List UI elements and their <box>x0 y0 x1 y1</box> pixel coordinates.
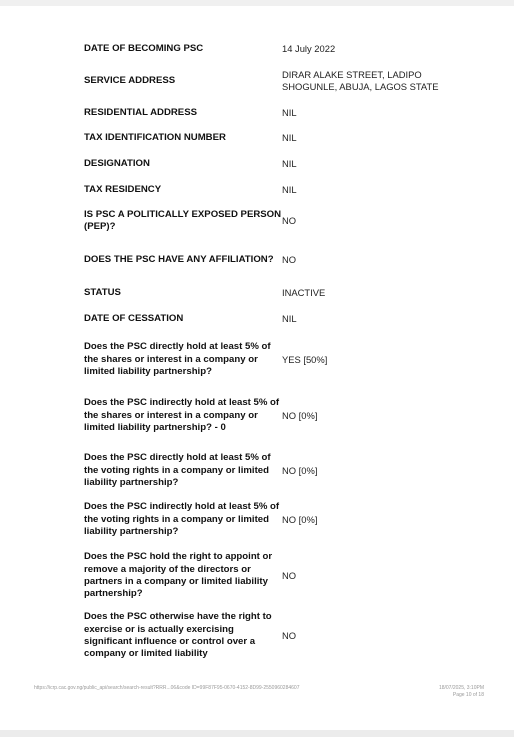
detail-row <box>84 152 484 176</box>
detail-label: TAX IDENTIFICATION NUMBER <box>84 131 226 143</box>
footer-datetime: 18/07/2025, 3:10PM <box>438 685 484 691</box>
detail-value: NIL <box>282 184 297 195</box>
top-band <box>0 0 514 6</box>
detail-label: IS PSC A POLITICALLY EXPOSED PERSON (PEP)? <box>84 208 282 232</box>
detail-label: Does the PSC indirectly hold at least 5% of the voting rights in a company or limited liability partnership? <box>84 501 280 538</box>
detail-label: DATE OF BECOMING PSC <box>84 42 204 54</box>
footer-meta <box>439 685 484 698</box>
detail-label: DESIGNATION <box>84 157 150 169</box>
detail-row <box>84 60 484 102</box>
detail-value: YES [50%] <box>282 354 328 365</box>
detail-row <box>84 238 484 282</box>
detail-row <box>84 386 484 446</box>
detail-value: NO <box>282 630 297 641</box>
detail-label: DATE OF CESSATION <box>84 312 184 324</box>
detail-row <box>84 176 484 204</box>
detail-label: TAX RESIDENCY <box>84 183 162 195</box>
detail-label: Does the PSC directly hold at least 5% of the shares or interest in a company or limited liability partnership? <box>84 341 271 378</box>
detail-value: NO [0%] <box>282 465 318 476</box>
detail-label: Does the PSC hold the right to appoint or remove a majority of the directors or partners in a company or limited liability partnership? <box>84 551 273 600</box>
detail-label: Does the PSC otherwise have the right to exercise or is actually exercising significant influence or control over a company or limited liability <box>84 611 272 660</box>
detail-value: NO <box>282 215 297 226</box>
detail-value: 14 July 2022 <box>282 43 336 54</box>
detail-row <box>84 124 484 152</box>
detail-row <box>84 102 484 124</box>
detail-row <box>84 544 484 608</box>
detail-value: NO <box>282 570 297 581</box>
detail-label: Does the PSC indirectly hold at least 5% of the shares or interest in a company or limited liability partnership? - 0 <box>84 397 280 434</box>
detail-label: STATUS <box>84 286 121 298</box>
detail-label: Does the PSC directly hold at least 5% of the voting rights in a company or limited liability partnership? <box>84 452 271 489</box>
detail-row <box>84 304 484 334</box>
detail-value: NIL <box>282 132 297 143</box>
detail-row <box>84 496 484 544</box>
detail-value: NO [0%] <box>282 514 318 525</box>
detail-value: NO <box>282 254 297 265</box>
detail-row <box>84 282 484 304</box>
psc-details-list <box>84 38 484 664</box>
detail-value: NO [0%] <box>282 410 318 421</box>
detail-value: NIL <box>282 107 297 118</box>
detail-label: RESIDENTIAL ADDRESS <box>84 106 198 118</box>
detail-value: NIL <box>282 313 297 324</box>
detail-row <box>84 608 484 664</box>
detail-label: SERVICE ADDRESS <box>84 74 176 86</box>
detail-label: DOES THE PSC HAVE ANY AFFILIATION? <box>84 253 274 265</box>
detail-row <box>84 334 484 386</box>
footer-url[interactable]: https://icrp.cac.gov.ng/public_api/search/search-result?RRR...06&code ID=99F87F95-0670-4152-8D99-2550960284607 <box>34 685 300 691</box>
detail-value: NIL <box>282 158 297 169</box>
detail-value: DIRAR ALAKE STREET, LADIPO SHOGUNLE, ABUJA, LAGOS STATE <box>282 69 439 92</box>
detail-row <box>84 204 484 238</box>
footer-page-number: Page 10 of 18 <box>452 691 484 698</box>
detail-row <box>84 38 484 60</box>
detail-value: INACTIVE <box>282 287 326 298</box>
detail-row <box>84 446 484 496</box>
